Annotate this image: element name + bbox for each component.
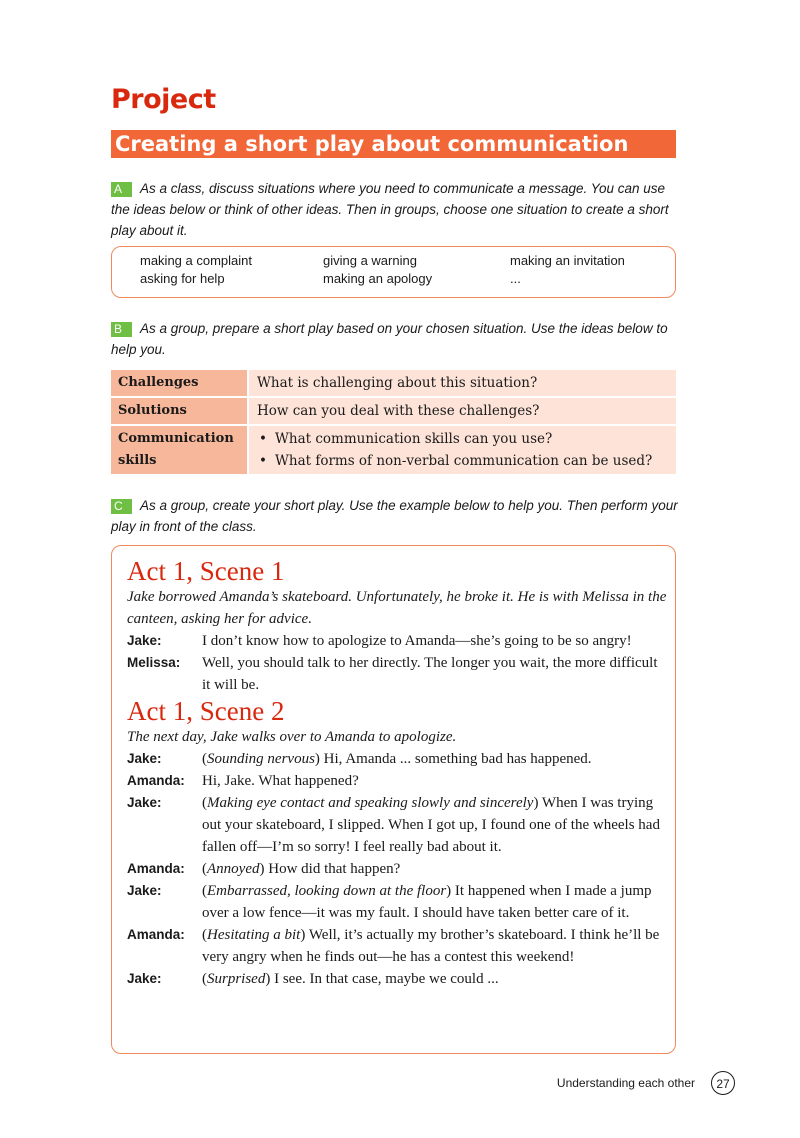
idea-item: making an apology (323, 271, 433, 286)
stage-cue: Hesitating a bit (207, 927, 301, 943)
task-c-badge: C (111, 499, 132, 514)
task-b-badge: B (111, 322, 132, 337)
stage-direction: Jake borrowed Amanda’s skateboard. Unfortunately, he broke it. He is with Melissa in the canteen, asking her for advice. (127, 589, 667, 627)
stage-cue: Making eye contact and speaking slowly and sincerely (207, 795, 534, 811)
speech-text: Hi, Amanda ... something bad has happened. (323, 751, 592, 767)
dialogue-line (127, 770, 667, 792)
ideas-box (111, 246, 676, 298)
task-c-text: As a group, create your short play. Use the example below to help you. Then perform your play in front of the class. (111, 498, 678, 534)
idea-item: asking for help (140, 271, 225, 286)
speaker-name: Amanda: (127, 861, 185, 876)
speaker-name: Amanda: (127, 773, 185, 788)
dialogue-line (127, 630, 667, 652)
bullet-item: • What communication skills can you use? (257, 428, 668, 450)
scene-title: Act 1, Scene 1 (127, 556, 285, 586)
speaker-name: Jake: (127, 883, 162, 898)
idea-item: ... (510, 271, 521, 286)
planning-table (111, 370, 676, 476)
stage-cue: Sounding nervous (207, 751, 315, 767)
speech-text: When I was trying out your skateboard, I slipped. When I got up, I found one of the wheels had fallen off—I’m so sorry! I feel really bad about it. (202, 795, 660, 855)
task-c (111, 495, 681, 537)
dialogue-line: Jake: (Making eye contact and speaking slowly and sincerely) When I was trying out your skateboard, I slipped. When I got up, I found one of the wheels had fallen off—I’m so sorry! I feel really bad about it. (127, 792, 667, 858)
task-a-text: As a class, discuss situations where you need to communicate a message. You can use the ideas below or think of other ideas. Then in groups, choose one situation to create a short play about it. (111, 181, 669, 238)
speaker-name: Jake: (127, 795, 162, 810)
speaker-name: Jake: (127, 971, 162, 986)
task-a (111, 178, 681, 241)
idea-item: giving a warning (323, 253, 417, 268)
stage-cue: Annoyed (207, 861, 260, 877)
stage-cue: Embarrassed, looking down at the floor (207, 883, 447, 899)
speaker-name: Jake: (127, 751, 162, 766)
speech-text: I see. In that case, maybe we could ... (274, 971, 499, 987)
speaker-name: Jake: (127, 633, 162, 648)
row-content: How can you deal with these challenges? (249, 398, 676, 424)
speech-text: I don’t know how to apologize to Amanda—she’s going to be so angry! (202, 633, 632, 649)
table-row (111, 426, 676, 474)
stage-direction: The next day, Jake walks over to Amanda to apologize. (127, 729, 457, 745)
speech-text: Well, you should talk to her directly. The longer you wait, the more difficult it will be. (202, 655, 658, 693)
speech-text: How did that happen? (268, 861, 401, 877)
bullet-item: • What forms of non-verbal communication can be used? (257, 450, 668, 472)
dialogue-line: Jake: (Embarrassed, looking down at the floor) It happened when I made a jump over a low fence—it was my fault. I should have taken better care of it. (127, 880, 667, 924)
idea-item: making an invitation (510, 253, 625, 268)
speech-text: It happened when I made a jump over a low fence—it was my fault. I should have taken better care of it. (202, 883, 652, 921)
scene-title: Act 1, Scene 2 (127, 696, 285, 726)
table-row (111, 370, 676, 396)
dialogue-line: Amanda: (Annoyed) How did that happen? (127, 858, 667, 880)
section-title-bar: Creating a short play about communication (111, 130, 676, 158)
row-heading: Communication skills (111, 426, 247, 474)
speaker-name: Amanda: (127, 927, 185, 942)
table-row (111, 398, 676, 424)
task-b-text: As a group, prepare a short play based on your chosen situation. Use the ideas below to help you. (111, 321, 668, 357)
dialogue-line: Jake: (Surprised) I see. In that case, maybe we could ... (127, 968, 667, 990)
row-heading: Solutions (111, 398, 247, 424)
task-b (111, 318, 681, 360)
dialogue-line (127, 652, 667, 696)
task-a-badge: A (111, 182, 132, 197)
row-content: What is challenging about this situation? (249, 370, 676, 396)
speech-text: Well, it’s actually my brother’s skateboard. I think he’ll be very angry when he finds out—he has a contest this weekend! (202, 927, 660, 965)
dialogue-line: Jake: (Sounding nervous) Hi, Amanda ... something bad has happened. (127, 748, 667, 770)
speech-text: Hi, Jake. What happened? (202, 773, 359, 789)
speaker-name: Melissa: (127, 655, 181, 670)
idea-item: making a complaint (140, 253, 252, 268)
page-number: 27 (711, 1071, 735, 1095)
page-title: Project (111, 84, 216, 115)
dialogue-line: Amanda: (Hesitating a bit) Well, it’s actually my brother’s skateboard. I think he’ll be very angry when he finds out—he has a contest this weekend! (127, 924, 667, 968)
stage-cue: Surprised (207, 971, 266, 987)
play-script-box (111, 545, 676, 1054)
row-content (249, 426, 676, 474)
row-heading: Challenges (111, 370, 247, 396)
footer-unit-title: Understanding each other (556, 1076, 695, 1090)
